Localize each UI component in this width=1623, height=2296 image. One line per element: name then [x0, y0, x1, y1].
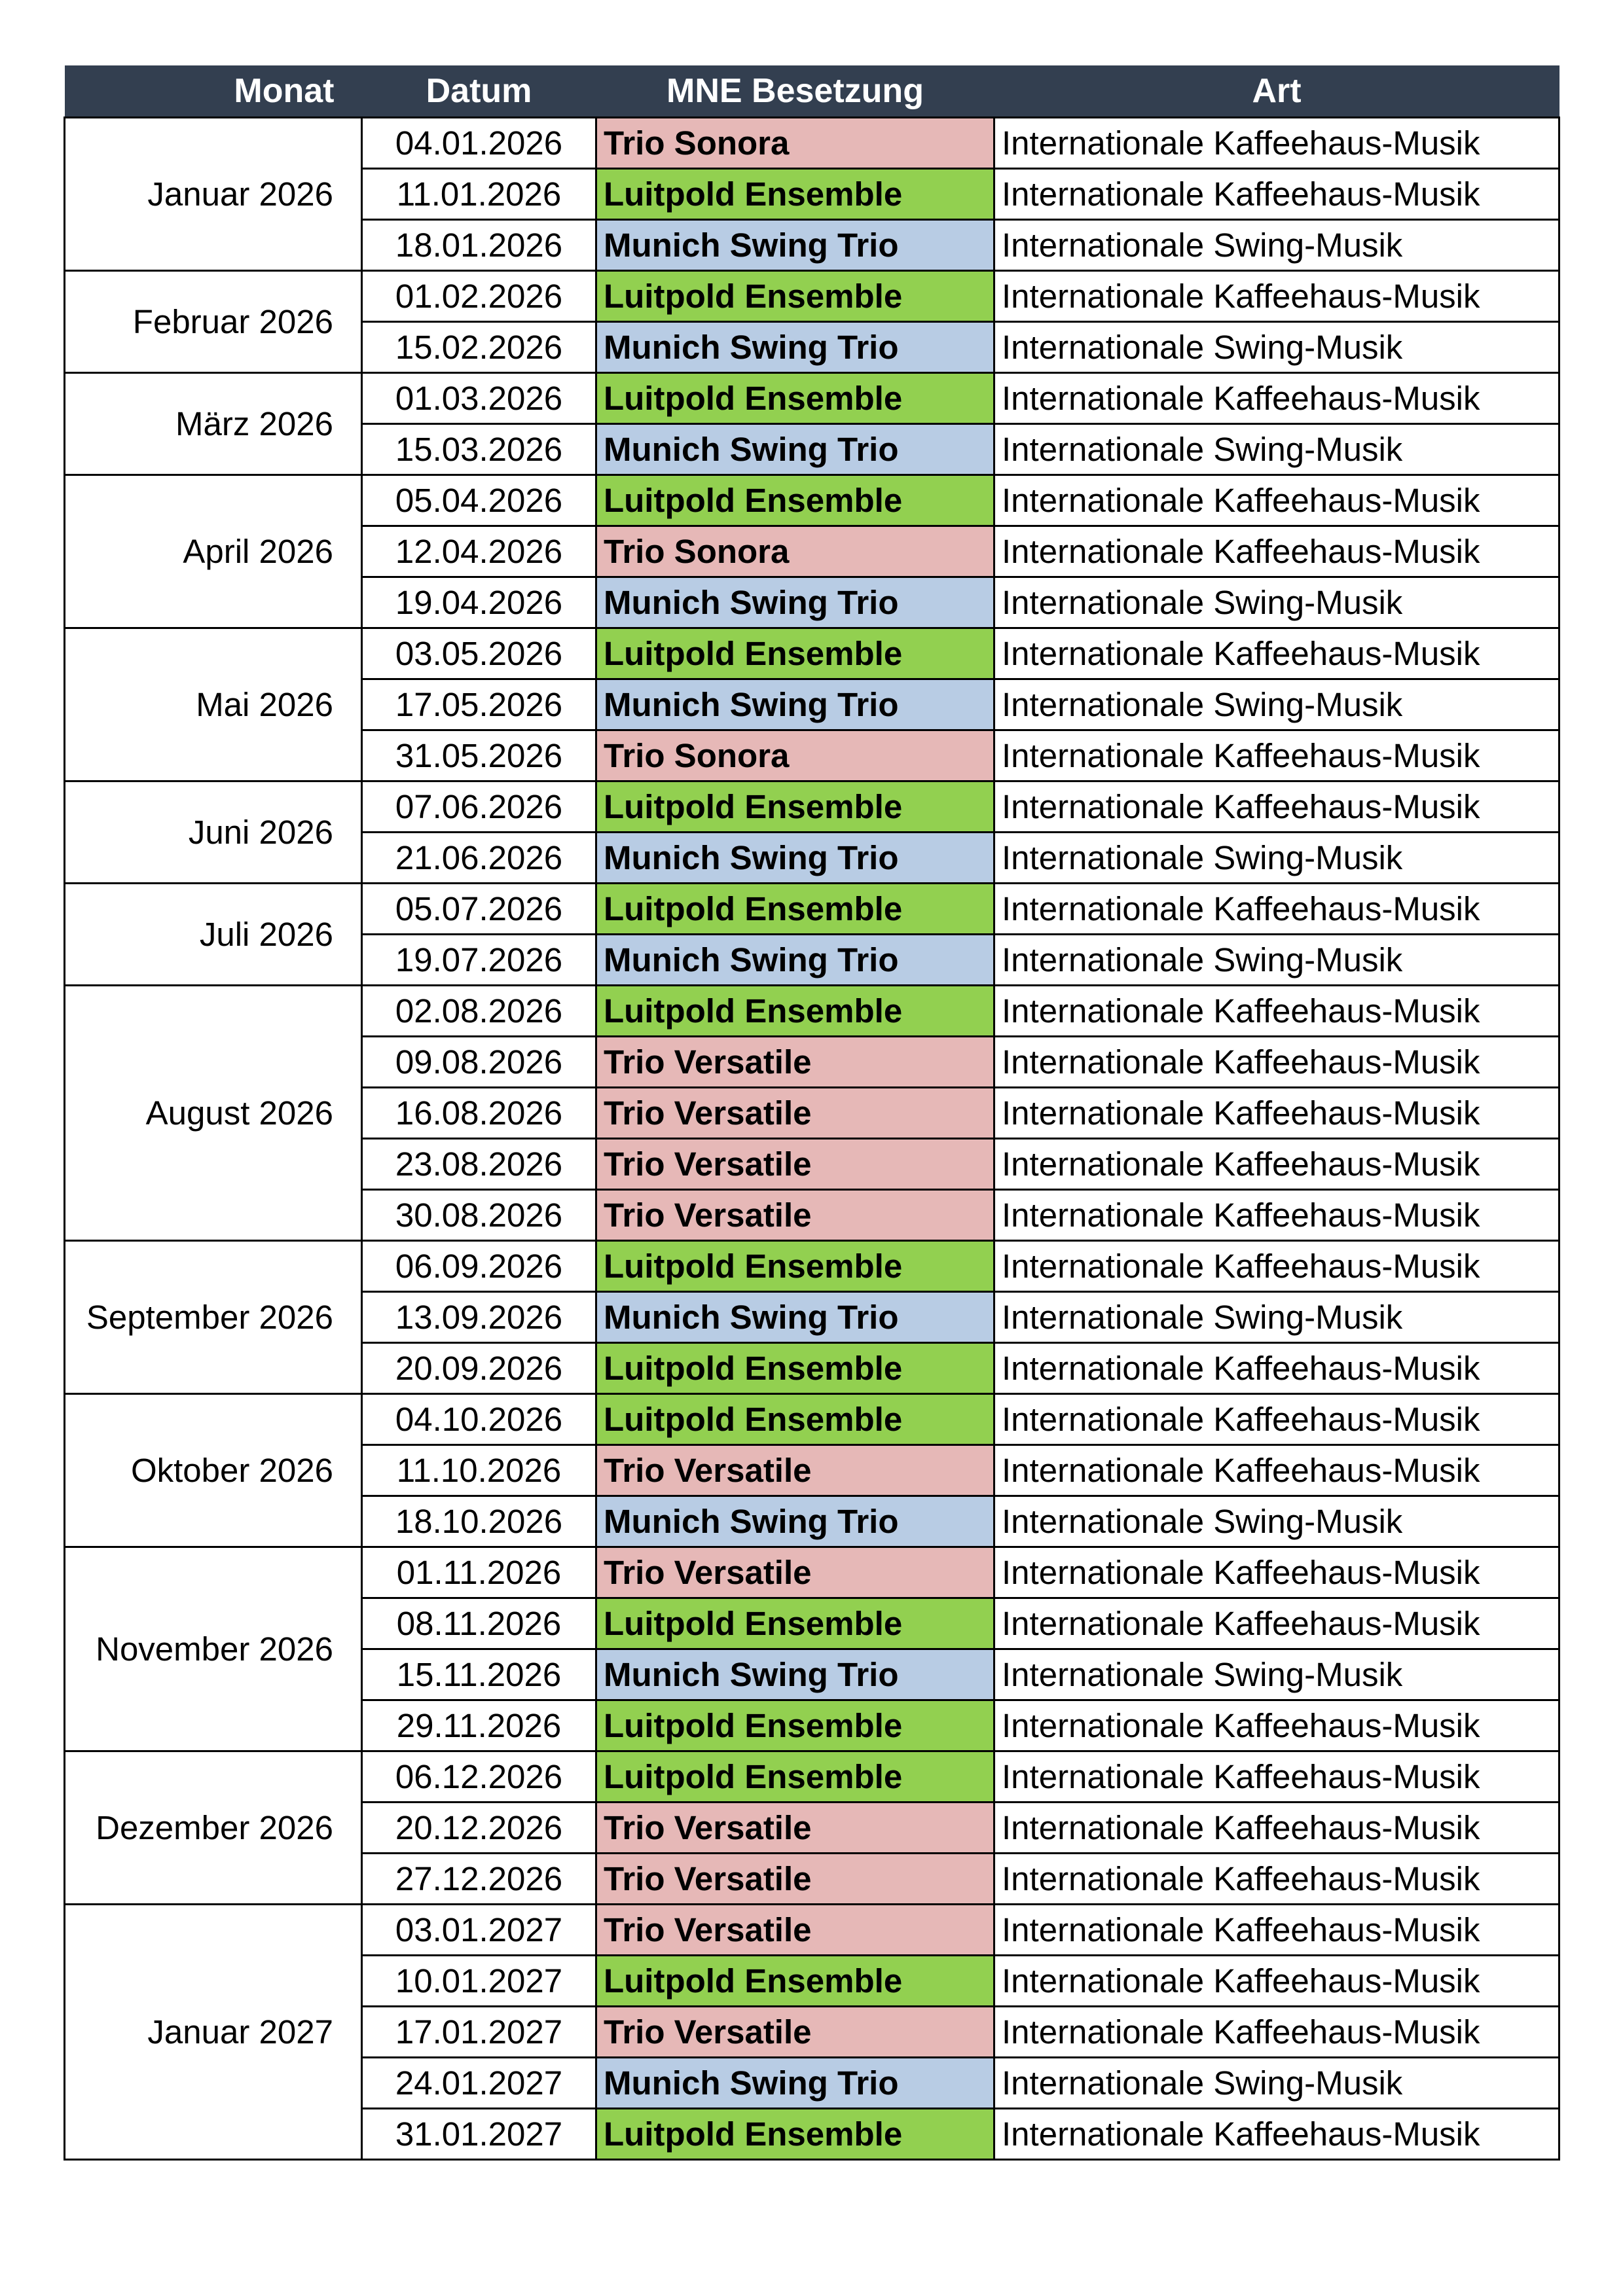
date-cell: 19.07.2026 — [362, 935, 596, 986]
date-cell: 23.08.2026 — [362, 1139, 596, 1190]
ensemble-cell: Munich Swing Trio — [596, 1496, 994, 1547]
ensemble-cell: Trio Versatile — [596, 1445, 994, 1496]
music-type-cell: Internationale Kaffeehaus-Musik — [994, 1445, 1559, 1496]
music-type-cell: Internationale Swing-Musik — [994, 322, 1559, 373]
header-row — [65, 65, 1559, 118]
date-cell: 01.03.2026 — [362, 373, 596, 424]
date-cell: 19.04.2026 — [362, 577, 596, 628]
month-cell: Dezember 2026 — [65, 1751, 362, 1905]
music-type-cell: Internationale Kaffeehaus-Musik — [994, 373, 1559, 424]
music-type-cell: Internationale Kaffeehaus-Musik — [994, 1905, 1559, 1956]
header-datum: Datum — [362, 65, 596, 118]
table-row — [65, 1394, 1559, 1445]
ensemble-cell: Munich Swing Trio — [596, 679, 994, 730]
date-cell: 09.08.2026 — [362, 1037, 596, 1088]
ensemble-cell: Luitpold Ensemble — [596, 1956, 994, 2007]
ensemble-cell: Trio Sonora — [596, 526, 994, 577]
table-row — [65, 271, 1559, 322]
ensemble-cell: Trio Versatile — [596, 1803, 994, 1854]
date-cell: 04.10.2026 — [362, 1394, 596, 1445]
month-cell: März 2026 — [65, 373, 362, 475]
ensemble-cell: Trio Versatile — [596, 1190, 994, 1241]
date-cell: 10.01.2027 — [362, 1956, 596, 2007]
month-cell: November 2026 — [65, 1547, 362, 1751]
month-cell: Juni 2026 — [65, 781, 362, 884]
month-cell: April 2026 — [65, 475, 362, 628]
music-type-cell: Internationale Swing-Musik — [994, 220, 1559, 271]
music-type-cell: Internationale Kaffeehaus-Musik — [994, 1343, 1559, 1394]
ensemble-cell: Munich Swing Trio — [596, 577, 994, 628]
date-cell: 17.01.2027 — [362, 2007, 596, 2058]
ensemble-cell: Luitpold Ensemble — [596, 986, 994, 1037]
music-type-cell: Internationale Kaffeehaus-Musik — [994, 2007, 1559, 2058]
ensemble-cell: Munich Swing Trio — [596, 220, 994, 271]
music-type-cell: Internationale Kaffeehaus-Musik — [994, 271, 1559, 322]
music-type-cell: Internationale Kaffeehaus-Musik — [994, 1547, 1559, 1598]
ensemble-cell: Munich Swing Trio — [596, 424, 994, 475]
ensemble-cell: Luitpold Ensemble — [596, 1241, 994, 1292]
ensemble-cell: Munich Swing Trio — [596, 1649, 994, 1700]
table-row — [65, 628, 1559, 679]
ensemble-cell: Munich Swing Trio — [596, 2058, 994, 2109]
month-cell: August 2026 — [65, 986, 362, 1241]
header-besetzung: MNE Besetzung — [596, 65, 994, 118]
date-cell: 05.07.2026 — [362, 884, 596, 935]
ensemble-cell: Luitpold Ensemble — [596, 1343, 994, 1394]
date-cell: 13.09.2026 — [362, 1292, 596, 1343]
music-type-cell: Internationale Kaffeehaus-Musik — [994, 986, 1559, 1037]
date-cell: 06.12.2026 — [362, 1751, 596, 1803]
date-cell: 24.01.2027 — [362, 2058, 596, 2109]
ensemble-cell: Trio Versatile — [596, 1905, 994, 1956]
table-row — [65, 1547, 1559, 1598]
schedule-table — [64, 65, 1560, 2161]
date-cell: 20.12.2026 — [362, 1803, 596, 1854]
ensemble-cell: Munich Swing Trio — [596, 322, 994, 373]
table-body — [65, 118, 1559, 2160]
ensemble-cell: Luitpold Ensemble — [596, 1598, 994, 1649]
table-row — [65, 1905, 1559, 1956]
music-type-cell: Internationale Kaffeehaus-Musik — [994, 169, 1559, 220]
date-cell: 18.10.2026 — [362, 1496, 596, 1547]
ensemble-cell: Munich Swing Trio — [596, 833, 994, 884]
ensemble-cell: Luitpold Ensemble — [596, 1394, 994, 1445]
ensemble-cell: Luitpold Ensemble — [596, 884, 994, 935]
ensemble-cell: Trio Versatile — [596, 1139, 994, 1190]
music-type-cell: Internationale Kaffeehaus-Musik — [994, 118, 1559, 169]
month-cell: Januar 2026 — [65, 118, 362, 271]
table-row — [65, 118, 1559, 169]
ensemble-cell: Luitpold Ensemble — [596, 1700, 994, 1751]
date-cell: 04.01.2026 — [362, 118, 596, 169]
date-cell: 15.02.2026 — [362, 322, 596, 373]
ensemble-cell: Trio Sonora — [596, 118, 994, 169]
ensemble-cell: Trio Versatile — [596, 1854, 994, 1905]
music-type-cell: Internationale Kaffeehaus-Musik — [994, 1803, 1559, 1854]
table-row — [65, 1751, 1559, 1803]
ensemble-cell: Luitpold Ensemble — [596, 475, 994, 526]
table-row — [65, 1241, 1559, 1292]
date-cell: 03.05.2026 — [362, 628, 596, 679]
table-row — [65, 884, 1559, 935]
music-type-cell: Internationale Kaffeehaus-Musik — [994, 1700, 1559, 1751]
month-cell: Mai 2026 — [65, 628, 362, 781]
date-cell: 03.01.2027 — [362, 1905, 596, 1956]
ensemble-cell: Munich Swing Trio — [596, 935, 994, 986]
date-cell: 11.01.2026 — [362, 169, 596, 220]
ensemble-cell: Luitpold Ensemble — [596, 1751, 994, 1803]
date-cell: 07.06.2026 — [362, 781, 596, 833]
music-type-cell: Internationale Kaffeehaus-Musik — [994, 781, 1559, 833]
music-type-cell: Internationale Kaffeehaus-Musik — [994, 1598, 1559, 1649]
date-cell: 16.08.2026 — [362, 1088, 596, 1139]
date-cell: 21.06.2026 — [362, 833, 596, 884]
music-type-cell: Internationale Kaffeehaus-Musik — [994, 1854, 1559, 1905]
music-type-cell: Internationale Kaffeehaus-Musik — [994, 1751, 1559, 1803]
music-type-cell: Internationale Kaffeehaus-Musik — [994, 1037, 1559, 1088]
music-type-cell: Internationale Kaffeehaus-Musik — [994, 884, 1559, 935]
date-cell: 15.11.2026 — [362, 1649, 596, 1700]
table-row — [65, 475, 1559, 526]
ensemble-cell: Trio Versatile — [596, 1037, 994, 1088]
date-cell: 12.04.2026 — [362, 526, 596, 577]
music-type-cell: Internationale Swing-Musik — [994, 577, 1559, 628]
date-cell: 20.09.2026 — [362, 1343, 596, 1394]
music-type-cell: Internationale Kaffeehaus-Musik — [994, 730, 1559, 781]
date-cell: 08.11.2026 — [362, 1598, 596, 1649]
ensemble-cell: Trio Sonora — [596, 730, 994, 781]
music-type-cell: Internationale Swing-Musik — [994, 1292, 1559, 1343]
header-art: Art — [994, 65, 1559, 118]
ensemble-cell: Trio Versatile — [596, 1547, 994, 1598]
table-row — [65, 986, 1559, 1037]
date-cell: 11.10.2026 — [362, 1445, 596, 1496]
music-type-cell: Internationale Kaffeehaus-Musik — [994, 1088, 1559, 1139]
month-cell: Oktober 2026 — [65, 1394, 362, 1547]
music-type-cell: Internationale Kaffeehaus-Musik — [994, 1139, 1559, 1190]
music-type-cell: Internationale Kaffeehaus-Musik — [994, 628, 1559, 679]
month-cell: Juli 2026 — [65, 884, 362, 986]
date-cell: 01.02.2026 — [362, 271, 596, 322]
music-type-cell: Internationale Kaffeehaus-Musik — [994, 1956, 1559, 2007]
month-cell: September 2026 — [65, 1241, 362, 1394]
date-cell: 17.05.2026 — [362, 679, 596, 730]
music-type-cell: Internationale Kaffeehaus-Musik — [994, 1241, 1559, 1292]
music-type-cell: Internationale Swing-Musik — [994, 833, 1559, 884]
date-cell: 27.12.2026 — [362, 1854, 596, 1905]
date-cell: 15.03.2026 — [362, 424, 596, 475]
date-cell: 30.08.2026 — [362, 1190, 596, 1241]
ensemble-cell: Trio Versatile — [596, 1088, 994, 1139]
date-cell: 31.05.2026 — [362, 730, 596, 781]
music-type-cell: Internationale Swing-Musik — [994, 2058, 1559, 2109]
music-type-cell: Internationale Swing-Musik — [994, 935, 1559, 986]
ensemble-cell: Luitpold Ensemble — [596, 271, 994, 322]
month-cell: Februar 2026 — [65, 271, 362, 373]
music-type-cell: Internationale Swing-Musik — [994, 424, 1559, 475]
month-cell: Januar 2027 — [65, 1905, 362, 2160]
table-row — [65, 781, 1559, 833]
music-type-cell: Internationale Kaffeehaus-Musik — [994, 1190, 1559, 1241]
music-type-cell: Internationale Swing-Musik — [994, 1496, 1559, 1547]
music-type-cell: Internationale Kaffeehaus-Musik — [994, 2109, 1559, 2160]
music-type-cell: Internationale Swing-Musik — [994, 1649, 1559, 1700]
music-type-cell: Internationale Kaffeehaus-Musik — [994, 1394, 1559, 1445]
table-header — [65, 65, 1559, 118]
date-cell: 01.11.2026 — [362, 1547, 596, 1598]
date-cell: 29.11.2026 — [362, 1700, 596, 1751]
date-cell: 18.01.2026 — [362, 220, 596, 271]
date-cell: 31.01.2027 — [362, 2109, 596, 2160]
music-type-cell: Internationale Swing-Musik — [994, 679, 1559, 730]
date-cell: 02.08.2026 — [362, 986, 596, 1037]
date-cell: 05.04.2026 — [362, 475, 596, 526]
music-type-cell: Internationale Kaffeehaus-Musik — [994, 526, 1559, 577]
ensemble-cell: Luitpold Ensemble — [596, 628, 994, 679]
header-monat: Monat — [65, 65, 362, 118]
ensemble-cell: Luitpold Ensemble — [596, 169, 994, 220]
ensemble-cell: Trio Versatile — [596, 2007, 994, 2058]
ensemble-cell: Luitpold Ensemble — [596, 2109, 994, 2160]
table-row — [65, 373, 1559, 424]
ensemble-cell: Munich Swing Trio — [596, 1292, 994, 1343]
ensemble-cell: Luitpold Ensemble — [596, 373, 994, 424]
ensemble-cell: Luitpold Ensemble — [596, 781, 994, 833]
date-cell: 06.09.2026 — [362, 1241, 596, 1292]
music-type-cell: Internationale Kaffeehaus-Musik — [994, 475, 1559, 526]
